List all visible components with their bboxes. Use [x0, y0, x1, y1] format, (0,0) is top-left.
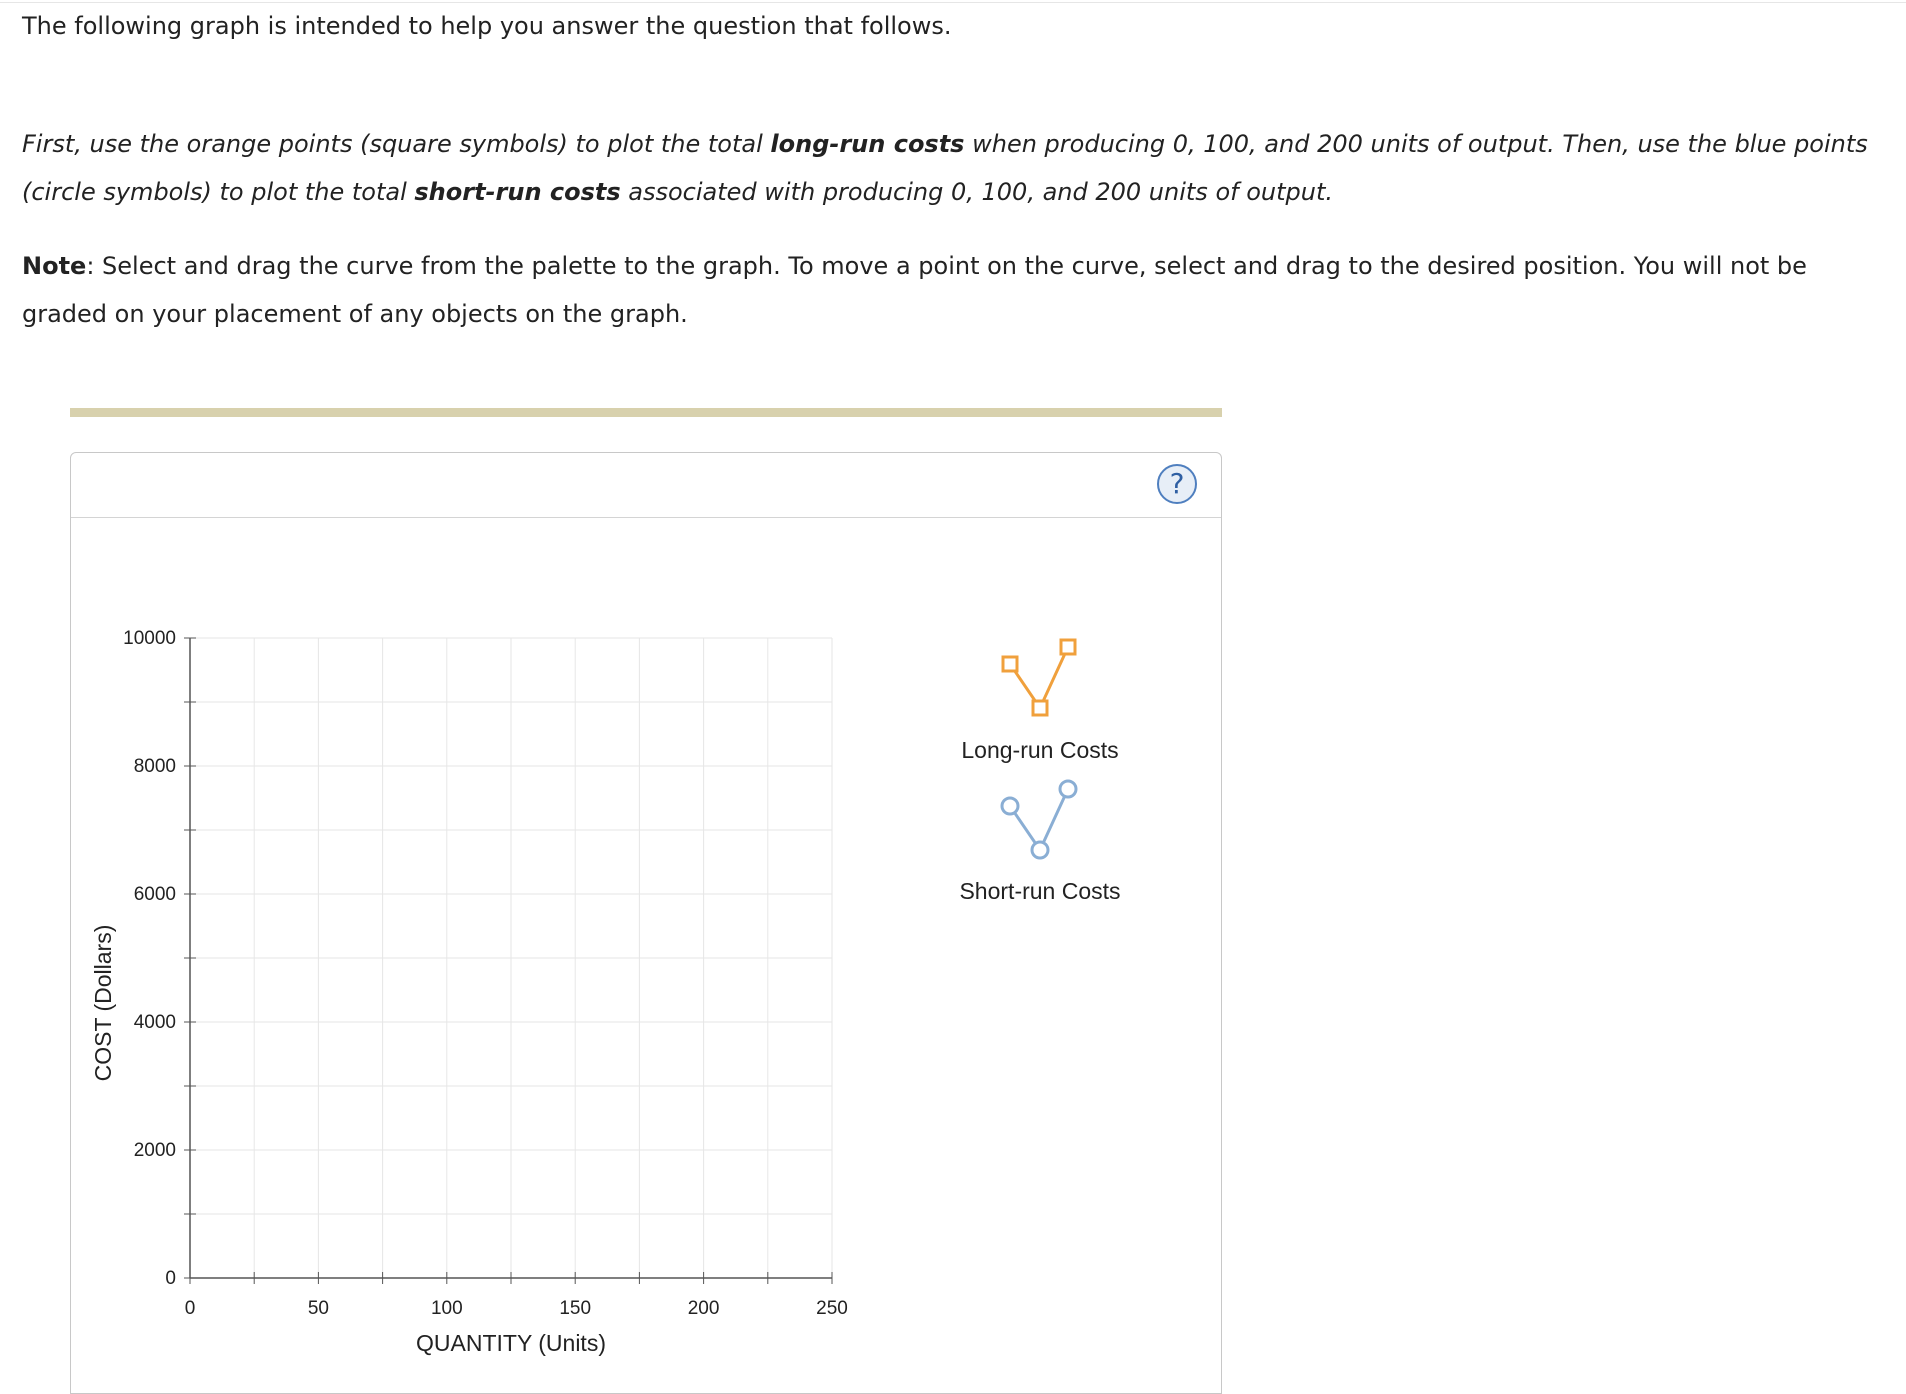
palette-item-label: Short-run Costs	[959, 878, 1121, 904]
palette-item-label: Long-run Costs	[961, 737, 1119, 763]
orange-square-point-icon	[1033, 701, 1047, 715]
x-tick-label: 200	[687, 1298, 720, 1319]
instruction-part-3: associated with producing 0, 100, and 200 units of output.	[620, 178, 1333, 206]
y-tick-label: 2000	[133, 1140, 176, 1161]
note-body: : Select and drag the curve from the palette to the graph. To move a point on the curve, select and drag to the desired position. You will not be graded on your placement of any objects on the graph.	[22, 252, 1807, 328]
x-tick-label: 50	[307, 1298, 329, 1319]
note-label: Note	[22, 252, 87, 280]
short-run-costs-palette-item[interactable]	[959, 781, 1120, 904]
y-tick-label: 10000	[123, 628, 176, 649]
blue-circle-point-icon	[1060, 781, 1076, 797]
x-tick-label: 250	[816, 1298, 848, 1319]
y-tick-label: 6000	[133, 884, 176, 905]
y-tick-label: 0	[165, 1268, 176, 1289]
blue-circle-point-icon	[1032, 842, 1048, 858]
x-tick-label: 100	[430, 1298, 463, 1319]
instruction-part-1: First, use the orange points (square symbols) to plot the total	[22, 130, 771, 158]
long-run-costs-palette-item[interactable]	[961, 640, 1118, 763]
x-tick-label: 150	[559, 1298, 592, 1319]
intro-text: The following graph is intended to help you answer the question that follows.	[22, 12, 952, 40]
palette-curve-line	[1010, 647, 1068, 708]
instruction-part-2: when producing 0, 100, and 200 units of output. Then, use the blue points (circle symbols) to plot the total	[22, 130, 1868, 206]
instruction-bold-short-run: short-run costs	[414, 178, 621, 206]
help-icon[interactable]: ?	[1157, 464, 1197, 504]
orange-square-point-icon	[1003, 657, 1017, 671]
y-axis-title: COST (Dollars)	[90, 924, 116, 1082]
y-tick-label: 4000	[133, 1012, 176, 1033]
x-axis-title: QUANTITY (Units)	[416, 1330, 606, 1356]
blue-circle-point-icon	[1002, 798, 1018, 814]
y-tick-label: 8000	[133, 756, 176, 777]
orange-square-point-icon	[1061, 640, 1075, 654]
x-tick-label: 0	[184, 1298, 196, 1319]
instruction-bold-long-run: long-run costs	[770, 130, 965, 158]
